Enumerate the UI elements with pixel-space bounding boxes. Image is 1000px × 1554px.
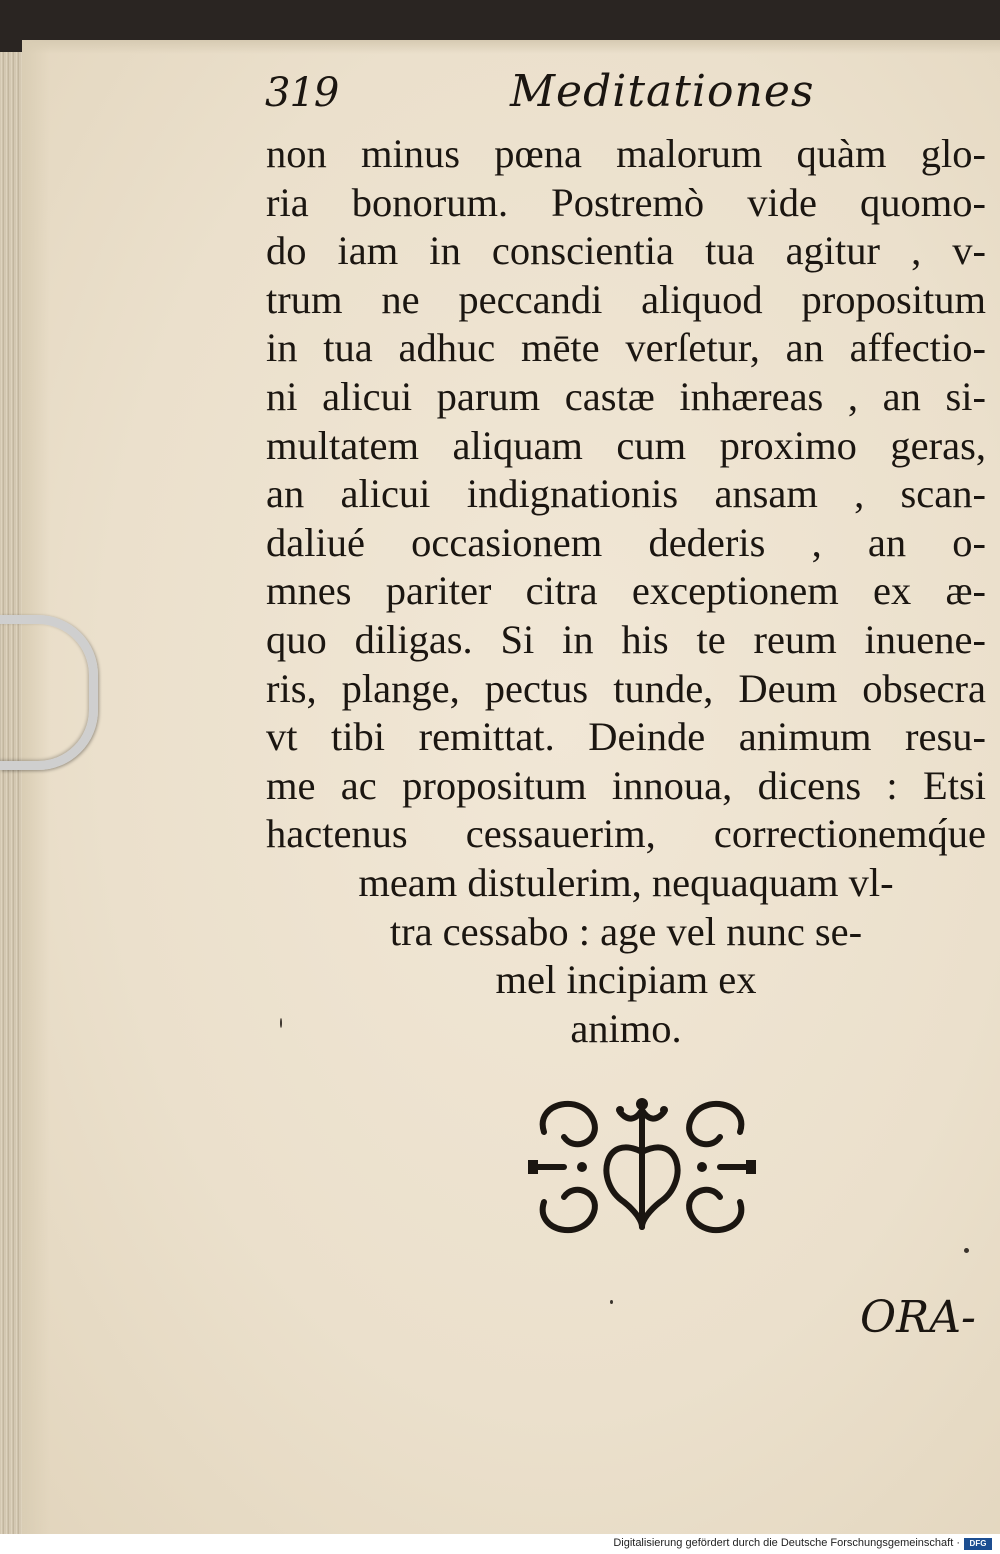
body-text	[266, 130, 986, 1053]
dfg-logo-icon: DFG	[964, 1538, 992, 1550]
page-number: 319	[265, 70, 339, 116]
page-header	[265, 62, 965, 122]
footer-credit: Digitalisierung gefördert durch die Deutsche Forschungsgemeinschaft ·	[613, 1537, 960, 1549]
closing-line: meam distulerim, nequaquam vl-	[358, 859, 894, 905]
page-gutter	[22, 40, 50, 1534]
text-line: trum ne peccandi aliquod propositum	[266, 276, 986, 322]
closing-line: tra cessabo : age vel nunc se-	[389, 908, 863, 954]
text-line: do iam in conscientia tua agitur , v-	[266, 228, 986, 274]
closing-line: mel incipiam ex	[495, 957, 757, 1003]
page-shadow	[22, 40, 1000, 54]
ink-speck	[280, 1018, 282, 1028]
text-line: in tua adhuc mēte verſetur, an affectio-	[266, 325, 986, 371]
catchword: ORA-	[860, 1292, 976, 1343]
text-line: hactenus cessauerim, correctionemq́ue	[266, 811, 986, 857]
text-line: mnes pariter citra exceptionem ex æ-	[266, 568, 986, 614]
text-line: multatem aliquam cum proximo geras,	[266, 422, 986, 468]
footer	[0, 1534, 1000, 1554]
page-clip-icon	[0, 615, 98, 770]
ink-speck	[610, 1300, 613, 1304]
text-line: me ac propositum innoua, dicens : Etsi	[266, 762, 986, 808]
text-line: quo diligas. Si in his te reum inuene-	[266, 616, 986, 662]
text-line: ni alicui parum castæ inhæreas , an si-	[266, 373, 986, 419]
text-line: non minus pœna malorum quàm glo-	[266, 131, 986, 176]
text-line: vt tibi remittat. Deinde animum resu-	[266, 714, 986, 760]
running-head: Meditationes	[510, 66, 815, 117]
text-line: daliué occasionem dederis , an o-	[266, 519, 986, 565]
closing-line: animo.	[570, 1005, 682, 1051]
text-line: an alicui indignationis ansam , scan-	[266, 471, 986, 517]
ink-speck	[964, 1248, 969, 1253]
text-line: ria bonorum. Postremò vide quomo-	[266, 179, 986, 225]
fleuron-ornament-icon	[524, 1092, 760, 1242]
text-line: ris, plange, pectus tunde, Deum obsecra	[266, 665, 986, 711]
